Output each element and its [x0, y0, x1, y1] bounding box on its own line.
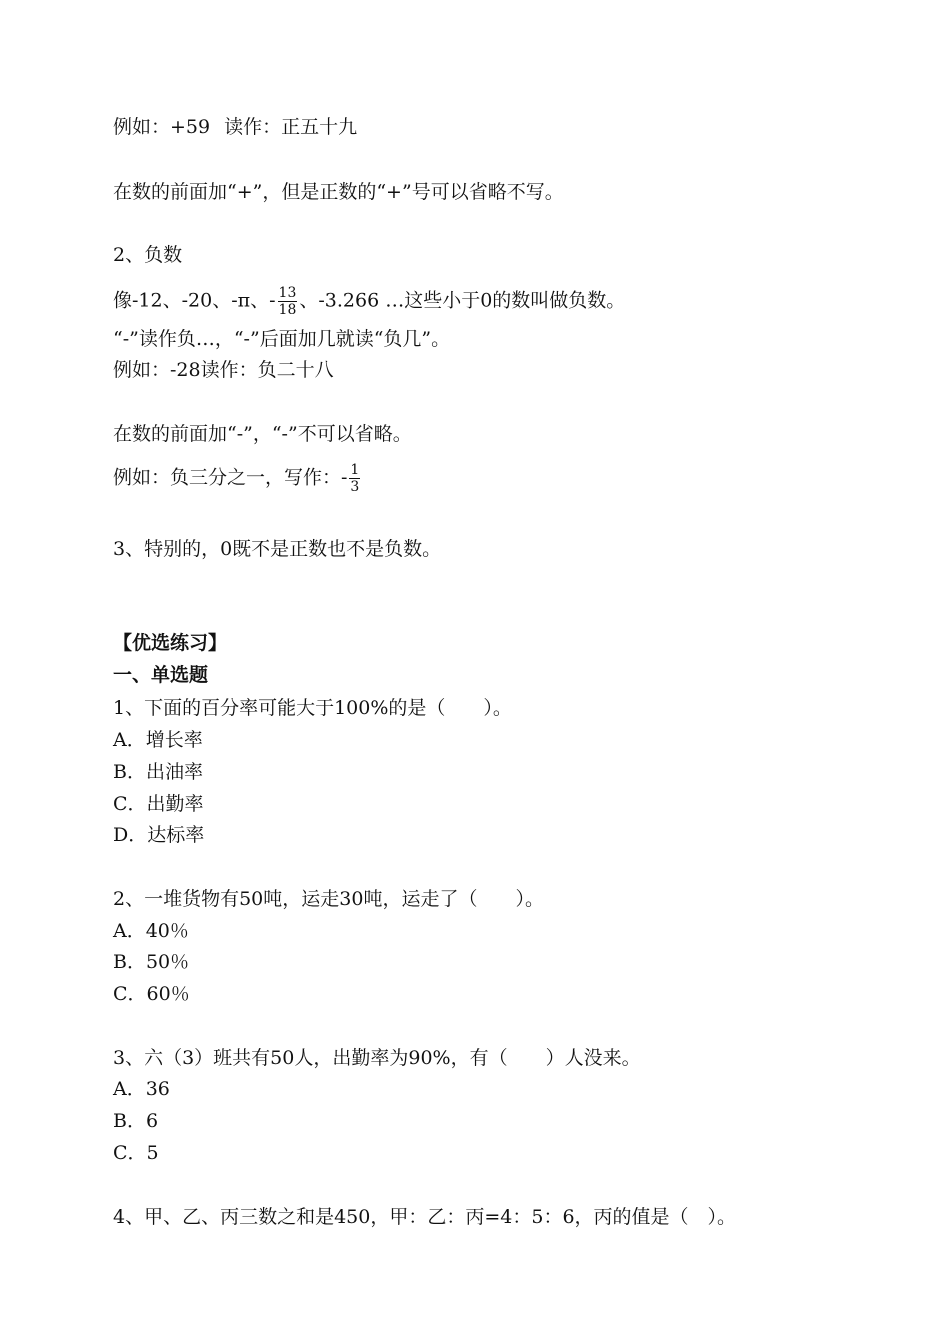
q2-option-b: B．50％ — [113, 951, 190, 973]
negative-intro-a: 像-12、-20、-π、- — [113, 289, 276, 312]
negative-intro — [113, 285, 625, 318]
fraction-numerator: 1 — [350, 462, 360, 478]
q1-option-c: C．出勤率 — [113, 793, 204, 815]
q1-stem: 1、下面的百分率可能大于100%的是（ ）。 — [113, 697, 512, 719]
fraction-numerator: 13 — [278, 285, 297, 301]
positive-example-line — [113, 115, 357, 139]
q3-option-c: C．5 — [113, 1142, 159, 1164]
negative-intro-b: 、-3.266 …这些小于0的数叫做负数。 — [299, 289, 626, 312]
fraction-denominator: 3 — [350, 479, 360, 495]
fraction-1-3 — [349, 462, 360, 495]
section-heading: 一、单选题 — [113, 664, 209, 686]
negative-rule: 在数的前面加“-”，“-”不可以省略。 — [113, 423, 412, 445]
q3-stem: 3、六（3）班共有50人，出勤率为90%，有（ ）人没来。 — [113, 1047, 641, 1069]
q2-stem: 2、一堆货物有50吨，运走30吨，运走了（ ）。 — [113, 888, 544, 910]
practice-heading: 【优选练习】 — [113, 632, 228, 654]
positive-rule: 在数的前面加“+”，但是正数的“+”号可以省略不写。 — [113, 181, 564, 203]
positive-example-read: 读作：正五十九 — [224, 116, 358, 138]
zero-text: 3、特别的，0既不是正数也不是负数。 — [113, 538, 442, 560]
q3-option-b: B．6 — [113, 1110, 159, 1132]
q2-option-c: C．60％ — [113, 983, 190, 1005]
q4-stem: 4、甲、乙、丙三数之和是450，甲：乙：丙=4：5：6，丙的值是（ ）。 — [113, 1206, 737, 1228]
negative-example2 — [113, 462, 362, 495]
q3-option-a: A．36 — [113, 1078, 170, 1100]
negative-example2-text: 例如：负三分之一，写作：- — [113, 466, 348, 489]
negative-example: 例如：-28读作：负二十八 — [113, 359, 334, 381]
negative-heading: 2、负数 — [113, 244, 183, 266]
q2-option-a: A．40％ — [113, 920, 189, 942]
fraction-denominator: 18 — [278, 302, 297, 318]
negative-read-rule: “-”读作负…，“-”后面加几就读“负几”。 — [113, 328, 451, 350]
q1-option-d: D．达标率 — [113, 824, 205, 846]
fraction-13-18 — [278, 285, 298, 318]
positive-example: 例如：+59 — [113, 116, 211, 138]
q1-option-a: A．增长率 — [113, 729, 203, 751]
q1-option-b: B．出油率 — [113, 761, 203, 783]
